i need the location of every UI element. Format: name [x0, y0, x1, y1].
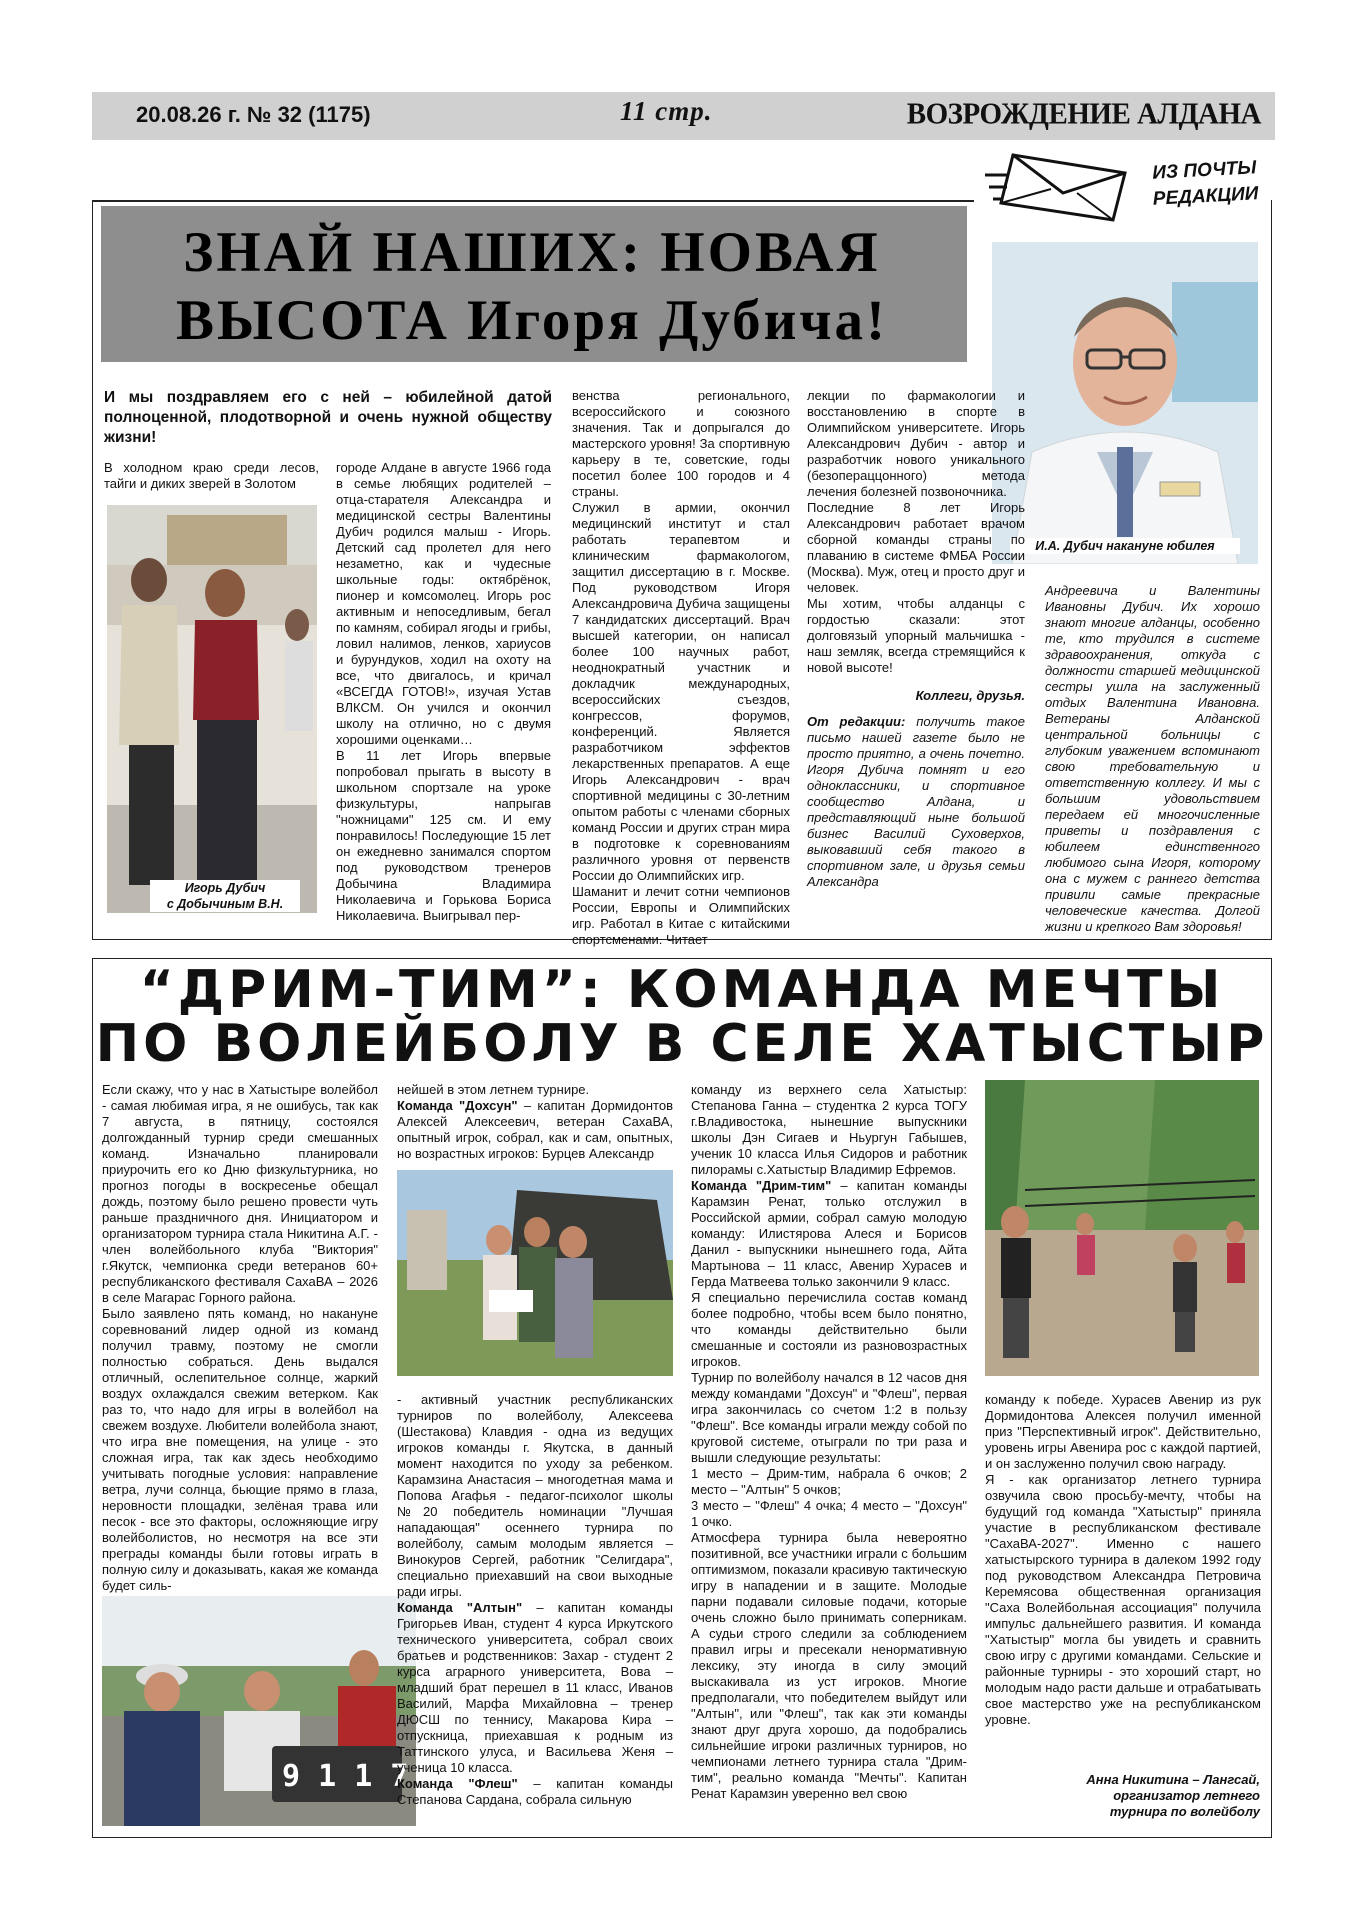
article1-col4-p1: лекции по фармакологии и восстановлению в спорте в Олимпийском университете. Игорь Александрович Дубич - автор и разработчик нового уникального (безопераццонного) метода лечения болезней позвоночника.	[807, 388, 1025, 499]
article1-lead: И мы поздравляем его с ней – юбилейной датой полноценной, плодотворной и очень нужной обществу жизни!	[104, 389, 552, 446]
article2-signature	[1040, 1772, 1260, 1820]
article2-col1-p1: Если скажу, что у нас в Хатыстыре волейбол - самая любимая игра, я не ошибусь, так как 7 августа, в пятницу, состоялся долгожданный турнир среди смешанных команд. Изначально планировали приурочить его ко Дню физкультурника, но прогноз погоды в воскресенье обещал дождь, поэтому было решено провести чуть раньше праздничного дня. Инициатором и организатором турнира стала Никитина А.Г. - член волейбольного клуба "Виктория" г.Якутск, чемпионка среди ветеранов 60+ республиканского фестиваля СахаВА – 2026 в селе Магарас Горного района.	[102, 1082, 378, 1305]
article2-col4-p1: команду к победе. Хурасев Авенир из рук Дормидонтова Алексея получил именной приз "Перспективный игрок". Действительно, уровень игры Авенира рос с каждой партией, и он заслуженно получил свою награду.	[985, 1392, 1261, 1471]
page-header	[92, 92, 1275, 140]
mail-label-line1: ИЗ ПОЧТЫ	[1151, 157, 1257, 184]
team-dokhsun-label: Команда "Дохсун"	[397, 1098, 518, 1113]
team-flesh-text: – капитан команды Степанова Сардана, собрала сильную	[397, 1776, 673, 1807]
volleyball-game-photo	[985, 1080, 1259, 1376]
team-altyn-text: – капитан команды Григорьев Иван, студент 4 курса Иркутского технического университета, собрал своих братьев и родственников: Захар - студент 2 курса аграрного университета, Вова – младший брат перешел в 11 класс, Иванов Василий, Марфа Михайловна – тренер ДЮСШ по теннису, Макарова Кира – отпускница, приехавшая к родным из Таттинского улуса, и Васильева Женя – ученица 10 класса.	[397, 1600, 673, 1775]
organizers-photo	[397, 1170, 673, 1376]
article1-editor-note	[807, 714, 1025, 890]
issue-number: 20.08.26 г. № 32 (1175)	[136, 102, 371, 127]
archive-photo-caption	[150, 880, 300, 912]
article2-col3-p4: Атмосфера турнира была невероятно позитивной, все участники играли с большим оптимизмом, показали красивую тактическую игру в нападении и в защите. Молодые парни подавали силовые подачи, которые очень сложно было принимать соперникам. А судьи строго следили за соблюдением правил игры и пресекали ненормативную лексику, эту иногда в силу эмоций выскакивала из уст игроков. Многие предполагали, что победителем выйдут или "Алтын", или "Флеш", так как эти команды знают друг друга хорошо, да подобрались сильнейшие игроки различных турниров, но чемпионами летнего турнира стала "Дрим-тим", реально команда "Мечты". Капитан Ренат Карамзин уверенно вел свою	[691, 1530, 968, 1801]
article1-col2	[336, 460, 551, 924]
article2-col3-p1: команду из верхнего села Хатыстыр: Степанова Ганна – студентка 2 курса ТОГУ г.Владивостока, нынешние выпускники школы Дэн Сигаев и Ньургун Габышев, ученик 10 класса Илья Сидоров и работник пилорамы с.Хатыстыр Владимир Ефремов.	[691, 1082, 967, 1177]
article2-col1-p2: Было заявлено пять команд, но накануне соревнований лидер одной из команд получил травму, поэтому не смогли полностью собраться. День выдался отличный, ослепительное солнце, жаркий воздух охлаждался свежим ветерком. Как раз то, что надо для игры в волейбол на свежем воздухе. Любители волейбола знают, что игра вне помещения, на улице - это сложная игра, так как здесь необходимо учитывать погодные условия: направление ветра, лучи солнца, бьющие прямо в глаза, неровности площадки, зелёная трава или песок - все это факторы, осложняющие игру волейболистов, но несмотря на все эти преграды команды были готовы играть в полную силу и доказывать, какая же команда будет силь-	[102, 1306, 378, 1593]
article1-col5: Андреевича и Валентины Ивановны Дубич. Их хорошо знают многие алданцы, особенно те, кто трудился в системе здравоохранения, откуда с должности старшей медицинской сестры ушла на заслуженный отдых Валентина Ивановна. Ветераны Алданской центральной больницы с глубоким уважением вспоминают свою требовательную и ответственную коллегу. И мы с большим удовольствием передаем ей многочисленные приветы и поздравления с юбилеем единственного любимого сына Игоря, которому она с мужем с раннего детства привили самые прекрасные человеческие качества. Долгой жизни и крепкого Вам здоровья!	[1045, 583, 1260, 934]
article2-col2-top	[397, 1082, 673, 1162]
article1-title-line1: ЗНАЙ НАШИХ: НОВАЯ	[183, 221, 881, 284]
article2-title-line1: “ДРИМ-ТИМ”: КОМАНДА МЕЧТЫ	[139, 960, 1225, 1020]
article1-title	[92, 200, 972, 370]
signature-line3: турнира по волейболу	[1109, 1804, 1260, 1819]
article2-col4-p2: Я - как организатор летнего турнира озвучила свою просьбу-мечту, чтобы на будущий год команда "Хатыстыр" приняла участие в республиканском фестивале "СахаВА-2027". Именно с нашего хатыстырского турнира в далеком 1992 году под руководством Александра Петровича Керемясова общественная организация "Саха Волейбольная ассоциация" получила импульс дальнейшего развития. И команда "Хатыстыр" могла бы увидеть и сравнить свою игру с другими командами. Сельские и районные турниры - это хороший старт, но молодым надо расти дальше и отрабатывать свое мастерство уже на республиканском уровне.	[985, 1472, 1261, 1727]
results-line1: 1 место – Дрим-тим, набрала 6 очков; 2 место – "Алтын" 5 очков;	[691, 1466, 967, 1497]
article1-col3-p2: Служил в армии, окончил медицинский институт и стал работать терапевтом и клиническим фармакологом, защитил диссертацию в г. Москве. Под руководством Игоря Александровича Дубича защищены 7 кандидатских диссертаций. Врач высшей категории, он написал более 100 научных работ, неоднократный участник и докладчик международных, всероссийских съездов, конгрессов, форумов, конференций. Является разработчиком эффектов лекарственных препаратов. А еще Игорь Александрович - врач спортивной медицины с 30-летним опытом работы с членами сборных команд России и других стран мира в подготовке к соревнованиям различного уровня от первенств России до Олимпийских игр.	[572, 500, 790, 883]
editor-note-text: получить такое письмо нашей газете было не просто приятно, а очень почетно. Игоря Дубича помнят и его одноклассники, и спортивное сообщество Алдана, и представляющий ныне большой бизнес Василий Суховерхов, выковавший себя такого в спортивном зале, и друзья семьи Александра	[807, 714, 1026, 889]
portrait-caption: И.А. Дубич накануне юбилея	[1010, 538, 1240, 554]
article1-col4	[807, 388, 1025, 890]
article1-col1-top: В холодном краю среди лесов, тайги и диких зверей в Золотом	[104, 460, 319, 491]
article2-col4	[985, 1392, 1261, 1728]
article1-col2-p2: В 11 лет Игорь впервые попробовал прыгать в высоту в школьном спортзале на уроке физкультуры, напрыгав "ножницами" 125 см. И ему понравилось! Последующие 15 лет он ежедневно занимался спортом под руководством тренеров Добычина Владимира Николаевича и Горькова Бориса Николаевича. Выигрывал пер-	[336, 748, 551, 923]
article1-col2-p1: городе Алдане в августе 1966 года в семье любящих родителей – отца-старателя Александра и медицинской сестры Валентины Дубич родился малыш - Игорь. Детский сад пролетел для него незаметно, как и чудесные школьные годы: октябрёнок, пионер и комсомолец. Игорь рос активным и непоседливым, бегал по камням, собирал ягоды и грибы, ловил налимов, ленков, хариусов и бурундуков, ходил на охоту на все, что двигалось, и кричал «ВСЕГДА ГОТОВ!», изучая Устав ВЛКСМ. Он учился и окончил школу на отлично, но с двумя хорошими оценками…	[336, 460, 551, 747]
article1-col3-p3: Шаманит и лечит сотни чемпионов России, Европы и Олимпийских игр. Работал в Китае с китайскими спортсменами. Читает	[572, 884, 790, 947]
signature-line1: Анна Никитина – Лангсай,	[1086, 1772, 1260, 1787]
article2-col3	[691, 1082, 967, 1802]
article1-title-line2: ВЫСОТА Игоря Дубича!	[175, 289, 889, 352]
scoreboard-digits: 9 1 1 7	[282, 1759, 409, 1794]
article1-col4-p3: Мы хотим, чтобы алданцы с гордостью сказали: этот долговязый упорный мальчишка - наш земляк, всегда стремящийся к новой высоте!	[807, 596, 1025, 675]
results-line2: 3 место – "Флеш" 4 очка; 4 место – "Дохсун" 1 очко.	[691, 1498, 967, 1529]
team-altyn-label: Команда "Алтын"	[397, 1600, 523, 1615]
team-dreamteam-text: – капитан команды Карамзин Ренат, только отслужил в Российской армии, собрал самую молодую команду: Илистярова Алеся и Борисов Данил - выпускники нынешнего года, Айта Мартынова – 11 класс, Авенир Хурасев и Герда Матвеева только закончили 9 класс.	[691, 1178, 967, 1289]
signature-line2: организатор летнего	[1113, 1788, 1260, 1803]
article2-col1	[102, 1082, 378, 1594]
article2-col2-p1: нейшей в этом летнем турнире.	[397, 1082, 590, 1097]
article1-col4-p2: Последние 8 лет Игорь Александрович работает врачом сборной команды страны по плаванию в системе ФМБА России (Москва). Муж, отец и просто друг и человек.	[807, 500, 1025, 595]
article1-col4-sign: Коллеги, друзья.	[915, 688, 1025, 703]
archive-caption-line1: Игорь Дубич	[184, 881, 266, 895]
archive-photo	[107, 505, 317, 913]
article2-col3-p2: Я специально перечислила состав команд более подробно, чтобы всем было понятно, что команды действительно были смешанные и состояли из разновозрастных игроков.	[691, 1290, 967, 1369]
archive-caption-line2: с Добычиным В.Н.	[166, 897, 284, 911]
article2-col2-bottom	[397, 1392, 673, 1808]
article2-col2-p2: - активный участник республиканских турниров по волейболу, Алексеева (Шестакова) Клавдия - одна из ведущих игроков команды г. Якутска, в данный момент находится по уходу за ребенком. Карамзина Анастасия – многодетная мама и Попова Агафья - педагог-психолог школы №20 победитель номинации "Лучшая нападающая" осеннего турнира по волейболу, самым молодым является – Винокуров Сергей, работник "Селигдара", специально приехавший на свои выходные ради игры.	[397, 1392, 673, 1599]
editor-note-label: От редакции:	[807, 714, 906, 729]
team-flesh-label: Команда "Флеш"	[397, 1776, 518, 1791]
portrait-photo	[992, 242, 1258, 564]
team-dokhsun-text: – капитан Дормидонтов Алексей Алексеевич, ветеран СахаВА, опытный игрок, собрал, как и сам, опытных, но возрастных игроков: Бурцев Александр	[397, 1098, 673, 1161]
mail-label-line2: РЕДАКЦИИ	[1152, 183, 1259, 210]
article2-col3-p3: Турнир по волейболу начался в 12 часов дня между командами "Дохсун" и "Флеш", первая игра закончилась со счетом 1:2 в пользу "Флеш". Все команды играли между собой по круговой системе, отыграли по три раза и вышли следующие результаты:	[691, 1370, 967, 1465]
article2-title-line2: ПО ВОЛЕЙБОЛУ В СЕЛЕ ХАТЫСТЫР	[95, 1014, 1269, 1074]
page-number: 11 стр.	[620, 96, 713, 126]
article1-col3-p1: венства регионального, всероссийского и союзного значения. Так и допрыгался до мастерского уровня! За спортивную карьеру в те, советские, годы посетил более 100 городов и 4 страны.	[572, 388, 790, 499]
team-dreamteam-label: Команда "Дрим-тим"	[691, 1178, 832, 1193]
spectators-photo	[102, 1596, 416, 1826]
newspaper-name: ВОЗРОЖДЕНИЕ АЛДАНА	[906, 97, 1261, 131]
article1-col3	[572, 388, 790, 948]
